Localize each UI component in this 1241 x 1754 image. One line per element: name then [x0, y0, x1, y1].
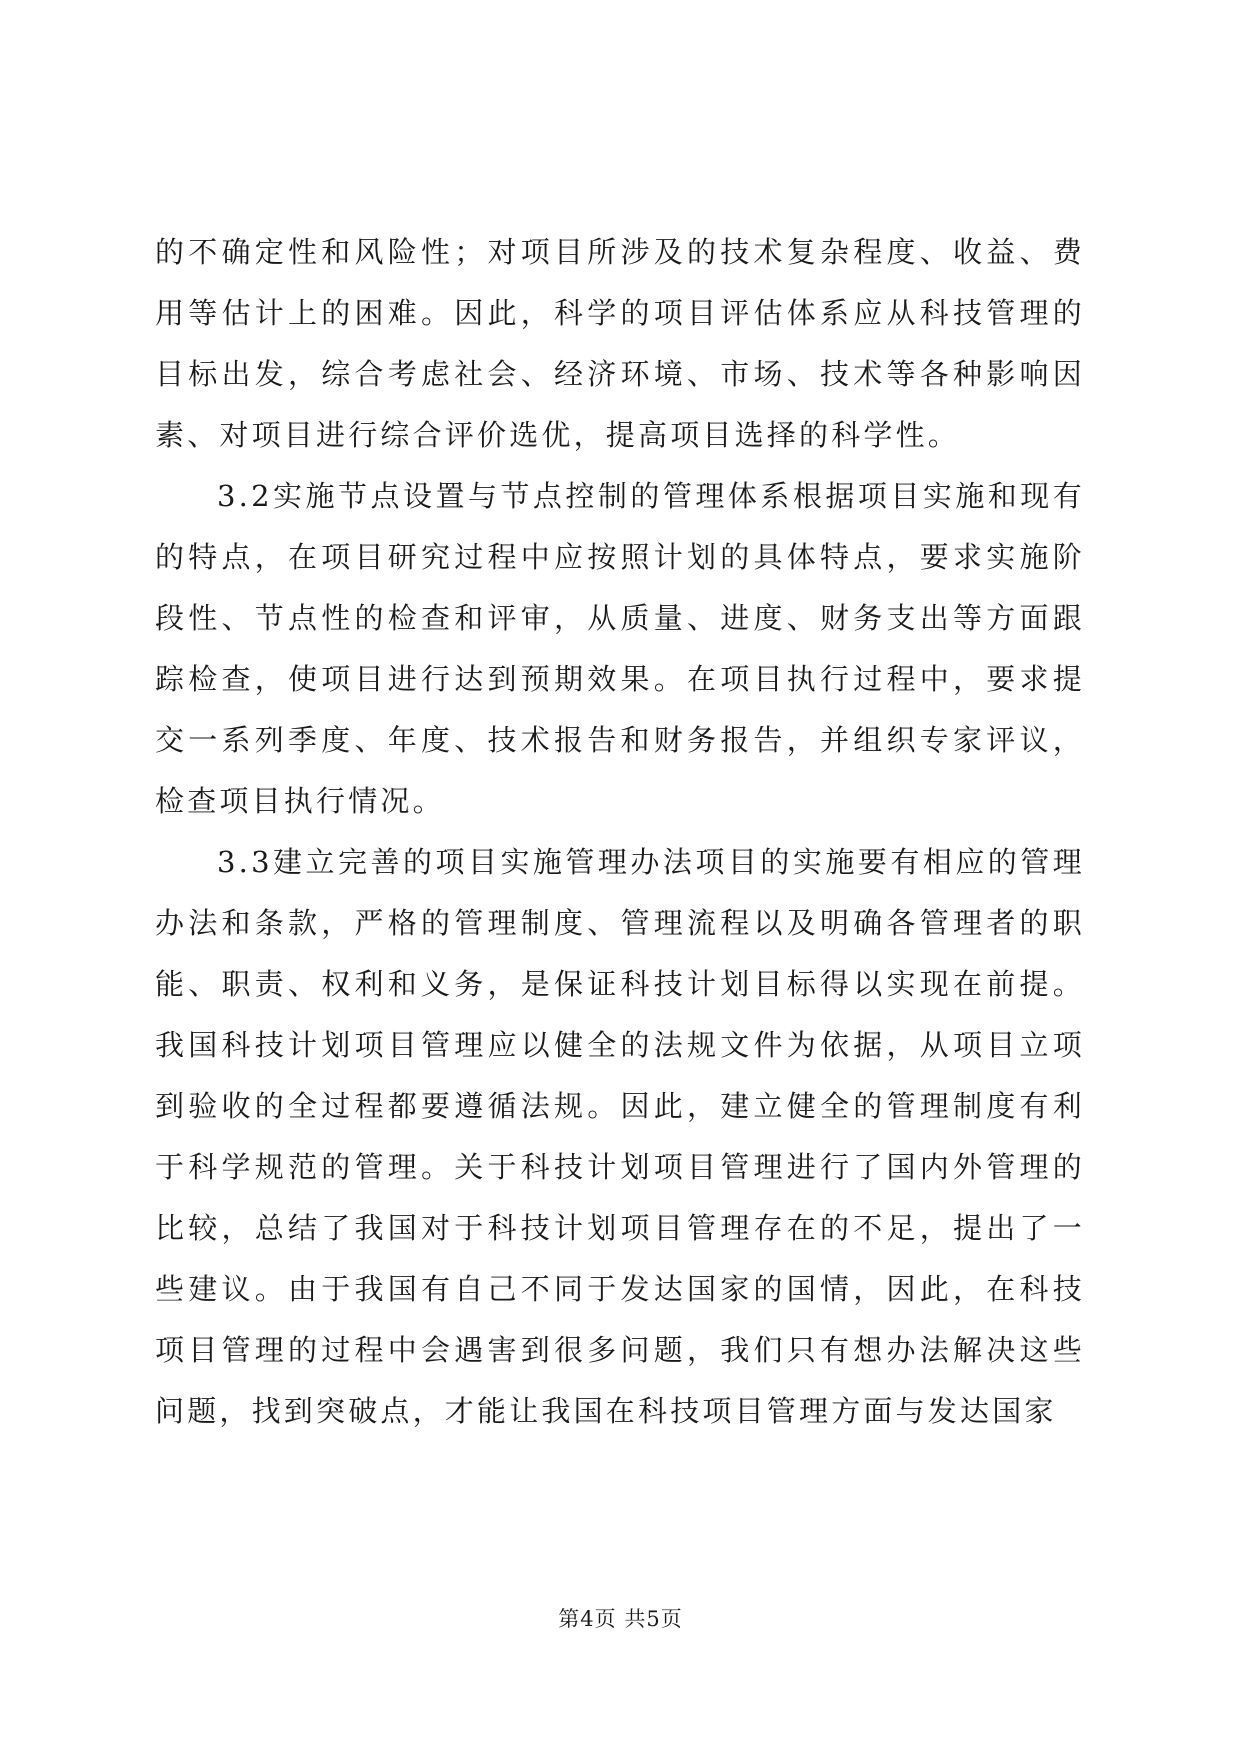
paragraph-section-3-2: 3.2实施节点设置与节点控制的管理体系根据项目实施和现有的特点，在项目研究过程中应按照计划的具体特点，要求实施阶段性、节点性的检查和评审，从质量、进度、财务支出等方面跟踪检查，使项目进行达到预期效果。在项目执行过程中，要求提交一系列季度、年度、技术报告和财务报告，并组织专家评议，检查项目执行情况。 [155, 479, 1085, 818]
page-number-indicator: 第4页 共5页 [558, 1607, 683, 1631]
paragraph-continuation: 的不确定性和风险性；对项目所涉及的技术复杂程度、收益、费用等估计上的困难。因此，科学的项目评估体系应从科技管理的目标出发，综合考虑社会、经济环境、市场、技术等各种影响因素、对项目进行综合评价选优，提高项目选择的科学性。 [155, 235, 1085, 452]
page-footer [0, 1604, 1241, 1634]
paragraph-section-3-3: 3.3建立完善的项目实施管理办法项目的实施要有相应的管理办法和条款，严格的管理制度、管理流程以及明确各管理者的职能、职责、权利和义务，是保证科技计划目标得以实现在前提。我国科技计划项目管理应以健全的法规文件为依据，从项目立项到验收的全过程都要遵循法规。因此，建立健全的管理制度有利于科学规范的管理。关于科技计划项目管理进行了国内外管理的比较，总结了我国对于科技计划项目管理存在的不足，提出了一些建议。由于我国有自己不同于发达国家的国情，因此，在科技项目管理的过程中会遇害到很多问题，我们只有想办法解决这些问题，找到突破点，才能让我国在科技项目管理方面与发达国家 [155, 845, 1085, 1428]
document-body [155, 222, 1085, 1442]
